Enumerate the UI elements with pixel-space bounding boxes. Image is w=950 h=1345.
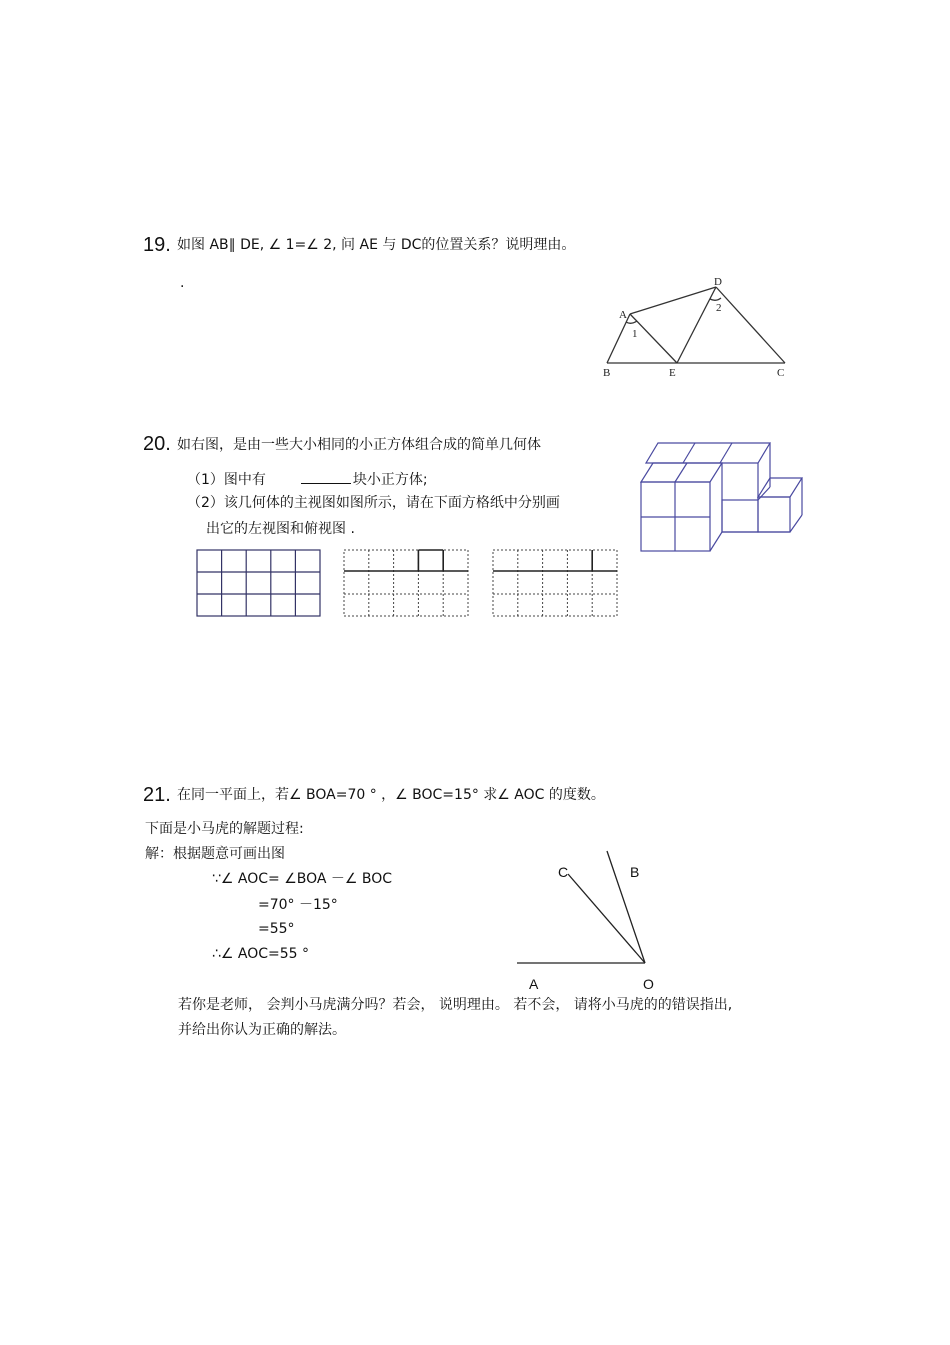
q20-item2-line1: （2）该几何体的主视图如图所示，请在下面方格纸中分别画 <box>187 495 560 511</box>
q19-label-a: A <box>619 309 627 321</box>
q19-line-de <box>677 287 716 363</box>
q20-main-view-grid <box>196 549 322 618</box>
q21-step2: =70° －15° <box>258 897 338 913</box>
q19-label-b: B <box>603 367 611 379</box>
q19-line-dc <box>716 287 785 363</box>
q19-dot: . <box>180 275 185 291</box>
q21-label-b: B <box>630 864 640 880</box>
q20-cube-figure <box>638 440 806 556</box>
q20-item2-line2: 出它的左视图和俯视图 . <box>206 521 355 537</box>
q21-intro: 下面是小马虎的解题过程: <box>145 821 304 837</box>
q21-label-o: O <box>643 976 654 992</box>
q20-answer-blank[interactable] <box>301 469 351 484</box>
q21-step1: ∵∠ AOC= ∠BOA －∠ BOC <box>212 871 393 887</box>
q20-item1 <box>187 469 428 489</box>
q20-item1-before: （1）图中有 <box>187 472 266 488</box>
q19-angle2-arc <box>710 298 721 300</box>
q19-angle1-arc <box>626 321 637 323</box>
q19-label-e: E <box>669 367 676 379</box>
q21-angle-figure <box>510 848 670 996</box>
q19-number: 19. <box>143 234 171 256</box>
q20-number: 20. <box>143 433 171 455</box>
q21-question-line1: 若你是老师， 会判小马虎满分吗？若会， 说明理由。 若不会， 请将小马虎的的错误指出, <box>178 997 733 1013</box>
q19-prompt: 如图 AB∥ DE, ∠ 1=∠ 2, 问 AE 与 DC的位置关系？说明理由。 <box>177 237 576 253</box>
q21-question-line2: 并给出你认为正确的解法。 <box>178 1022 346 1038</box>
q21-number: 21. <box>143 784 171 806</box>
q20-prompt: 如右图，是由一些大小相同的小正方体组合成的简单几何体 <box>177 437 541 453</box>
q21-label-c: C <box>558 864 569 880</box>
q19-line-ab <box>607 314 630 363</box>
q19-label-1: 1 <box>632 328 638 340</box>
q21-step4: ∴∠ AOC=55 ° <box>212 946 310 962</box>
q21-step3: =55° <box>258 921 295 937</box>
q21-solution-label: 解：根据题意可画出图 <box>145 846 285 862</box>
q20-left-view-grid[interactable] <box>343 549 470 618</box>
q19-label-c: C <box>777 367 785 379</box>
q19-figure <box>595 272 795 382</box>
q21-ray-oc <box>568 874 645 963</box>
q19-label-d: D <box>714 276 722 288</box>
q21-prompt: 在同一平面上，若∠ BOA=70 ° ，∠ BOC=15° 求∠ AOC 的度数。 <box>177 787 605 803</box>
q19-line-ad <box>630 287 716 314</box>
q21-label-a: A <box>529 976 539 992</box>
q19-label-2: 2 <box>716 302 722 314</box>
q20-top-view-grid[interactable] <box>492 549 619 618</box>
q20-item1-after: 块小正方体; <box>352 472 428 488</box>
